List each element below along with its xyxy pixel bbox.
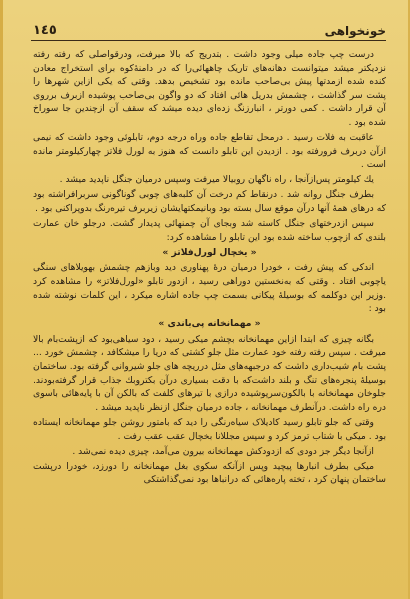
page-number: ١٤٥ [33, 23, 57, 38]
paragraph: ازآنجا دیگر جز دودی که ازدودکش مهمانخانه بیرون می‌آمد، چیزی دیده نمی‌شد . [72, 445, 374, 457]
header-rule [31, 40, 386, 41]
paragraph: عاقبت به فلات رسید . درمحل تقاطع جاده وراه درجه دوم، تابلوئی وجود داشت که نیمی ازآن دربرف فرورفته بود . ازدیدن این تابلو دانست که هنوز به لورل فلاتز چهارکیلومتر مانده است . [33, 132, 386, 171]
paragraph: سپس ازدرختهای جنگل کاسته شد وبجای آن چمنهائی پدیدار گشت. درجلو خان عمارت بلندی که ازچوب ساخته شده بود این تابلو را مشاهده کرد: [33, 218, 386, 243]
paragraph: اندکی که پیش رفت ، خودرا درمیان درهٔ پهناوری دید وبازهم چشمش بهویلاهای سنگی یاچوبی افتاد . وقتی که به‌نخستین دوراهی رسید ، ازدور تابلو «لورل‌فلاتز» را مشاهده کرد .وزیر این دوکلمه که بوسیلهٔ پیکانی بسمت چپ جاده اشاره میکرد ، این کلمات نوشته شده بود : [33, 262, 386, 315]
paragraph: بطرف جنگل روانه شد . درنقاط کم درخت آن کلبه‌های چوبی گوناگونی سربرافراشته بود که درهای همهٔ آنها درآن موقع سال بسته بود وبانیمکتهایشان زیربرف تیره‌رنگ بدوپراکنی بود . [33, 189, 386, 215]
sign-text-ice-rink: « یخچال لورل‌فلاتز » [162, 246, 257, 258]
paragraph: یك کیلومتر پس‌ازآنجا ، راه ناگهان روبیالا میرفت وسپس درمیان جنگل ناپدید میشد . [59, 174, 374, 186]
paragraph: وقتی که جلو تابلو رسید کادیلاک سیاه‌رنگی را دید که بامتور روشن جلو مهمانخانه ایستاده بود . میکی با شتاب ترمز کرد و سپس مجللانا بخچال عقب عقب رفت . [33, 416, 386, 442]
paragraph: بگانه چیزی که ابتدا ازاین مهمانخانه بچشم میکی رسید ، دود سیاهی‌بود که ازپشت‌بام بالا میرفت . سپس رفته رفته خود عمارت مثل جلو کشتی که دریا را میشکافد ، چشمش خورد ... پشت بام شیب‌داری داشت که درجبهه‌های مثل درریچه های جلو شیروانی گرفته بود. ساختمان بوسیلهٔ پنجره‌های تنگ و بلند داشت‌که با دقت بسیاری درآن بكتروبك جذاب قرار گرفته‌بودند. جلوخان مهمانخانه با بالکون‌سرپوشیده درازی با تیرهای کلفت که بالکن آن با پایه‌هائی باسوی دره راه داشت. درآنطرف مهمانخانه ، جاده درمیان جنگل ازنظر ناپدید میشد . [33, 333, 386, 413]
page-header [33, 14, 386, 38]
paragraph: درست چپ جاده میلی وجود داشت . بتدریج که بالا میرفت، ودرقواصلی که رفته رفته نزدیکتر میشد میتوانست دهانه‌های تاریک چاههائی‌را که در دامنهٔ‌کوه برای استخراج معادن کنده شده ازمدتها پیش بی‌صاحب مانده بود تشخیص بدهد. وقتی که یکی ازاین شهرها را پشت سر گذاشت ، چشمش بدریل هائی افتاد که دو واگون بی‌صاحب پوشیده ازبرف برروی آن قرار داشت . کمی دورتر ، انبارزنگ زده‌ای دیده میشد که سقف آن ازچندین جا سوراخ شده بود . [33, 49, 386, 128]
running-title: خونخواهی [324, 24, 386, 38]
paragraph: میکی بطرف انبارها پیچید وپس ازآنکه سکوی بغل مهمانخانه را دورزد، خودرا درپشت ساختمان پنهان کرد ، تخته پاره‌هائی که درانباها بود نمی‌گذاشتکی [33, 460, 386, 486]
body-text [33, 48, 386, 591]
sign-text-hotel: « مهمانخانه پی‌باندی » [158, 318, 261, 330]
